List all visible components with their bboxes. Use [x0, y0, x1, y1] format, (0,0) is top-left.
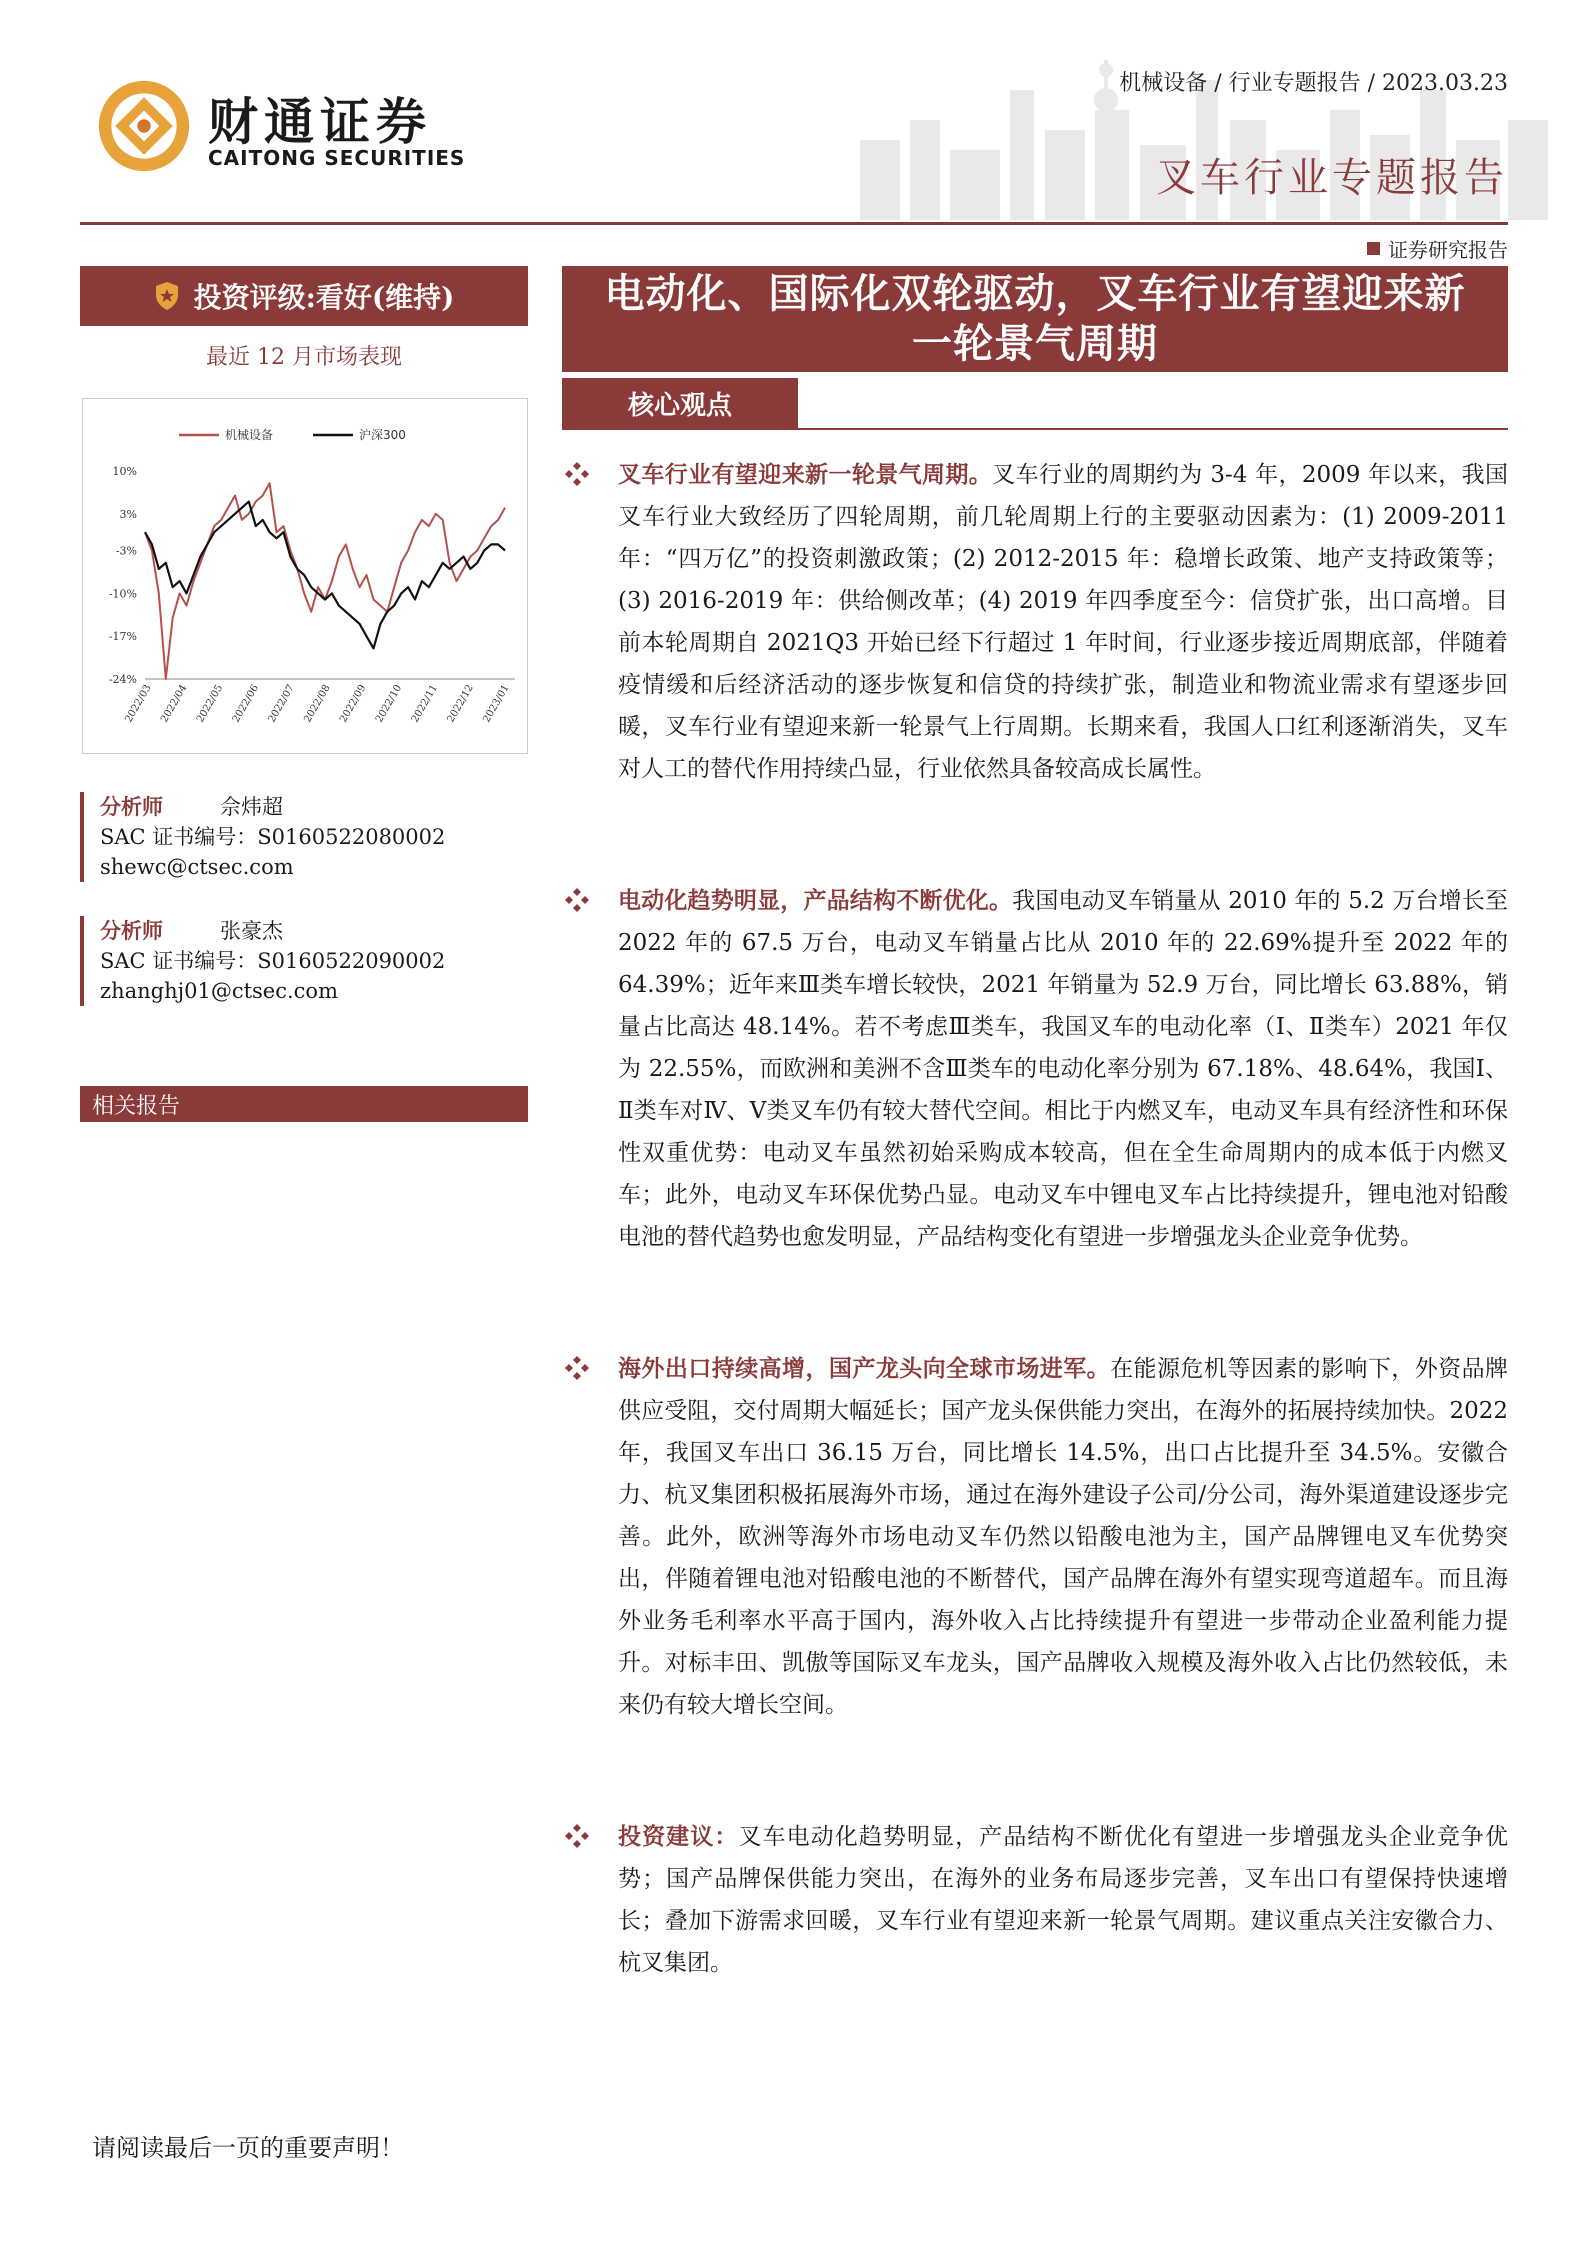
rating-badge	[80, 266, 528, 326]
bullet-point	[564, 1816, 1508, 1984]
analyst-block-1	[100, 792, 445, 882]
x-tick-label: 2022/09	[338, 683, 369, 725]
legend-label: 机械设备	[225, 428, 274, 442]
doc-label-text: 证券研究报告	[1388, 238, 1508, 262]
diamond-bullet-icon	[564, 461, 590, 487]
performance-caption: 最近 12 月市场表现	[206, 345, 402, 370]
y-tick-label: 10%	[112, 465, 137, 478]
core-view-divider	[562, 428, 1508, 430]
diamond-bullet-icon	[564, 1823, 590, 1849]
x-tick-label: 2022/05	[194, 683, 226, 725]
bullet-point	[564, 880, 1508, 1258]
logo-english-name: CAITONG SECURITIES	[208, 146, 466, 170]
series-line-csi300	[145, 502, 505, 649]
bullet-lead: 投资建议：	[618, 1823, 739, 1850]
x-tick-label: 2022/12	[445, 683, 476, 725]
x-tick-label: 2022/04	[159, 683, 190, 725]
rating-text: 投资评级:看好(维持)	[193, 281, 455, 314]
analyst-accent-bar	[80, 792, 84, 882]
doc-label	[1367, 234, 1508, 263]
bullet-point	[564, 454, 1508, 790]
y-tick-label: -3%	[115, 544, 137, 558]
header-divider	[80, 222, 1508, 225]
x-tick-label: 2022/08	[302, 683, 333, 725]
analyst-name: 佘炜超	[220, 795, 283, 819]
bullet-text: 在能源危机等因素的影响下，外资品牌供应受阻，交付周期大幅延长；国产龙头保供能力突出，在海外的拓展持续加快。2022 年，我国叉车出口 36.15 万台，同比增长 14.5%，出口占比提升至 34.5%。安徽合力、杭叉集团积极拓展海外市场，通过在海外建设子公司/分公司，海外渠道建设逐步完善。此外，欧洲等海外市场电动叉车仍然以铅酸电池为主，国产品牌锂电叉车优势突出，伴随着锂电池对铅酸电池的不断替代，国产品牌在海外有望实现弯道超车。而且海外业务毛利率水平高于国内，海外收入占比持续提升有望进一步带动企业盈利能力提升。对标丰田、凯傲等国际叉车龙头，国产品牌收入规模及海外收入占比仍然较低，未来仍有较大增长空间。	[618, 1356, 1509, 1718]
analyst-email[interactable]: zhanghj01@ctsec.com	[100, 979, 338, 1003]
footer-disclaimer: 请阅读最后一页的重要声明！	[92, 2134, 404, 2162]
square-bullet-icon	[1367, 242, 1380, 255]
bullet-lead: 叉车行业有望迎来新一轮景气周期。	[618, 461, 993, 488]
x-tick-label: 2023/01	[481, 683, 512, 725]
analyst-role: 分析师	[100, 794, 163, 819]
shield-star-icon	[154, 281, 180, 311]
analyst-email[interactable]: shewc@ctsec.com	[100, 855, 294, 879]
caitong-logo-icon	[96, 78, 192, 174]
diamond-bullet-icon	[564, 887, 590, 913]
analyst-sac: SAC 证书编号：S0160522080002	[100, 825, 446, 849]
analyst-name: 张豪杰	[220, 919, 283, 943]
bullet-text: 叉车行业的周期约为 3-4 年，2009 年以来，我国叉车行业大致经历了四轮周期，前几轮周期上行的主要驱动因素为：(1) 2009-2011 年：“四万亿”的投资刺激政策；(2) 2012-2015 年：稳增长政策、地产支持政策等；(3) 2016-2019 年：供给侧改革；(4) 2019 年四季度至今：信贷扩张，出口高增。目前本轮周期自 2021Q3 开始已经下行超过 1 年时间，行业逐步接近周期底部，伴随着疫情缓和后经济活动的逐步恢复和信贷的持续扩张，制造业和物流业需求有望逐步回暖，叉车行业有望迎来新一轮景气上行周期。长期来看，我国人口红利逐渐消失，叉车对人工的替代作用持续凸显，行业依然具备较高成长属性。	[618, 462, 1508, 782]
y-tick-label: -10%	[108, 587, 137, 601]
report-type-title: 叉车行业专题报告	[1156, 155, 1508, 201]
x-tick-label: 2022/10	[373, 683, 405, 725]
y-tick-label: 3%	[119, 507, 137, 521]
core-view-tab: 核心观点	[562, 378, 798, 428]
legend-label: 沪深300	[359, 428, 406, 442]
y-tick-label: -17%	[108, 630, 137, 644]
analyst-role: 分析师	[100, 918, 163, 943]
x-tick-label: 2022/07	[266, 683, 297, 725]
x-tick-label: 2022/06	[230, 683, 261, 725]
diamond-bullet-icon	[564, 1355, 590, 1381]
performance-chart-svg	[83, 399, 527, 753]
bullet-lead: 电动化趋势明显，产品结构不断优化。	[618, 887, 1013, 914]
y-tick-label: -24%	[108, 673, 137, 686]
bullet-lead: 海外出口持续高增，国产龙头向全球市场进军。	[618, 1355, 1111, 1382]
x-tick-label: 2022/11	[409, 683, 440, 725]
bullet-text: 叉车电动化趋势明显，产品结构不断优化有望进一步增强龙头企业竞争优势；国产品牌保供能力突出，在海外的业务布局逐步完善，叉车出口有望保持快速增长；叠加下游需求回暖，叉车行业有望迎来新一轮景气周期。建议重点关注安徽合力、杭叉集团。	[618, 1824, 1509, 1976]
analyst-accent-bar	[80, 916, 84, 1006]
bullet-text: 我国电动叉车销量从 2010 年的 5.2 万台增长至 2022 年的 67.5 万台，电动叉车销量占比从 2010 年的 22.69%提升至 2022 年的 64.39%；近年来Ⅲ类车增长较快，2021 年销量为 52.9 万台，同比增长 63.88%，销量占比高达 48.14%。若不考虑Ⅲ类车，我国叉车的电动化率（Ⅰ、Ⅱ类车）2021 年仅为 22.55%，而欧洲和美洲不含Ⅲ类车的电动化率分别为 67.18%、48.64%，我国Ⅰ、Ⅱ类车对Ⅳ、Ⅴ类叉车仍有较大替代空间。相比于内燃叉车，电动叉车具有经济性和环保性双重优势：电动叉车虽然初始采购成本较高，但在全生命周期内的成本低于内燃叉车；此外，电动叉车环保优势凸显。电动叉车中锂电叉车占比持续提升，锂电池对铅酸电池的替代趋势也愈发明显，产品结构变化有望进一步增强龙头企业竞争优势。	[618, 888, 1509, 1250]
report-meta: 机械设备 / 行业专题报告 / 2023.03.23	[1119, 71, 1508, 96]
performance-chart	[82, 398, 528, 754]
logo-chinese-name: 财通证券	[208, 93, 432, 151]
series-line-machinery	[145, 483, 505, 679]
analyst-sac: SAC 证书编号：S0160522090002	[100, 949, 446, 973]
bullet-point	[564, 1348, 1508, 1726]
related-reports-header: 相关报告	[80, 1086, 528, 1122]
analyst-block-2	[100, 916, 445, 1006]
x-tick-label: 2022/03	[123, 683, 154, 725]
main-title: 电动化、国际化双轮驱动，叉车行业有望迎来新一轮景气周期	[562, 266, 1508, 372]
